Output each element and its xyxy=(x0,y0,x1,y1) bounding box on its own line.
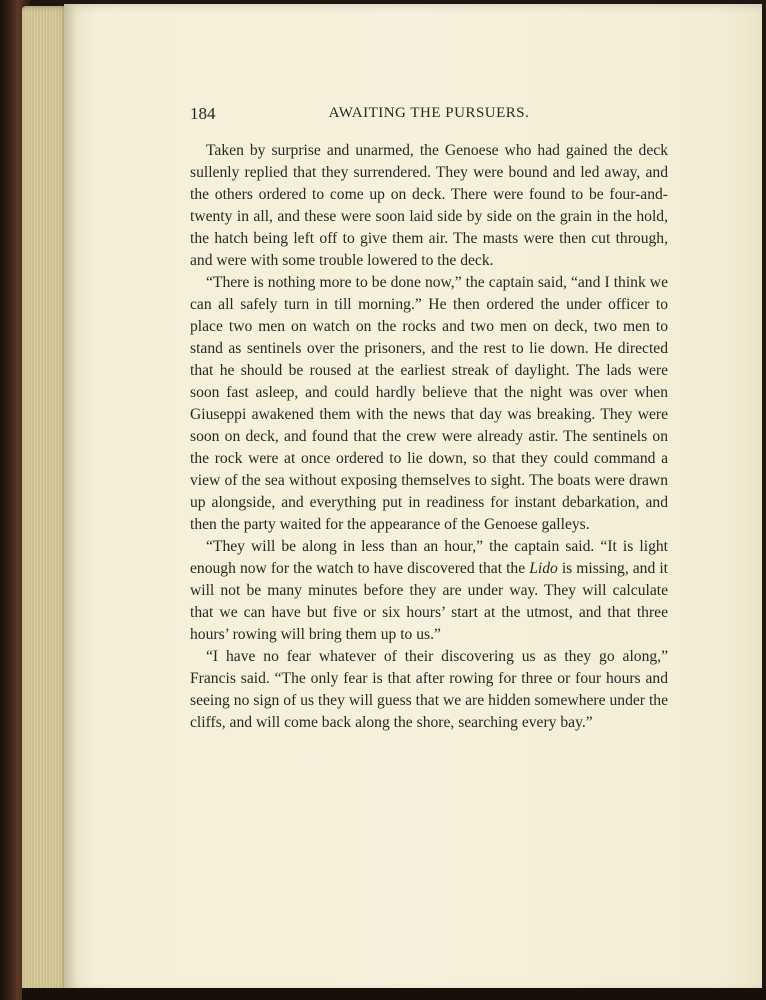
running-head: AWAITING THE PURSUERS. xyxy=(328,105,530,121)
paragraph xyxy=(190,536,668,646)
ship-name: Lido xyxy=(529,560,558,577)
book-bottom-edge xyxy=(22,988,766,1000)
page-number: 184 xyxy=(190,104,216,123)
paragraph-text: “They will be along in less than an hour,” the captain said. “It is light enough now for the watch to have discovered that the xyxy=(190,538,668,577)
paragraph-text: is missing, and it will not be many minutes before they are under way. They will calculate that we can have but five or six hours’ start at the utmost, and that three hours’ rowing will bring them up to us.” xyxy=(190,560,668,643)
page-edges xyxy=(22,6,68,992)
paragraph: Taken by surprise and unarmed, the Genoese who had gained the deck sullenly replied that they surrendered. They were bound and led away, and the others ordered to come up on deck. There were found to be four-and-twenty in all, and these were soon laid side by side on the grain in the hold, the hatch being left off to give them air. The masts were then cut through, and were with some trouble lowered to the deck. xyxy=(190,142,668,269)
page-header xyxy=(190,104,668,126)
page-text xyxy=(190,140,668,734)
paragraph: “There is nothing more to be done now,” the captain said, “and I think we can all safely turn in till morning.” He then ordered the under officer to place two men on watch on the rocks and two men on deck, two men to stand as sentinels over the prisoners, and the rest to lie down. He directed that he should be roused at the earliest streak of daylight. The lads were soon fast asleep, and could hardly believe that the night was over when Giuseppi awakened them with the news that day was breaking. They were soon on deck, and found that the crew were already astir. The sentinels on the rock were at once ordered to lie down, so that they could command a view of the sea without exposing themselves to sight. The boats were drawn up alongside, and everything put in readiness for instant debarkation, and then the party waited for the appearance of the Genoese galleys. xyxy=(190,274,668,533)
paragraph: “I have no fear whatever of their discovering us as they go along,” Francis said. “The only fear is that after rowing for three or four hours and seeing no sign of us they will guess that we are hidden somewhere under the cliffs, and will come back along the shore, searching every bay.” xyxy=(190,648,668,731)
